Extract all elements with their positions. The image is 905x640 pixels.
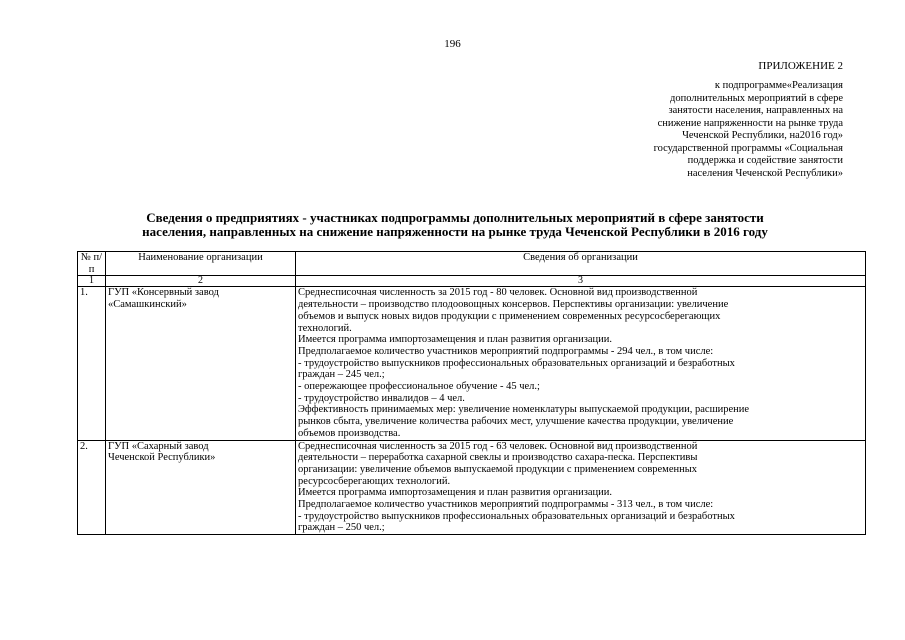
organization-name-line: ГУП «Сахарный завод — [108, 440, 209, 452]
organization-name — [106, 287, 296, 440]
appendix-subtitle-line: дополнительных мероприятий в сфере — [670, 92, 843, 104]
organization-info-line: Среднесписочная численность за 2015 год - 63 человек. Основной вид производственной — [298, 440, 698, 452]
header-number: № п/п — [78, 252, 106, 276]
row-number: 1. — [78, 287, 106, 440]
table-row — [78, 287, 866, 440]
organization-info-line: технологий. — [298, 322, 352, 334]
organization-info-line: - опережающее профессиональное обучение - 45 чел.; — [298, 381, 540, 393]
organization-info-line: Предполагаемое количество участников мероприятий подпрограммы - 313 чел., в том числе: — [298, 499, 714, 511]
organization-info — [296, 440, 866, 535]
organization-info-line: объемов и выпуск новых видов продукции с применением современных ресурсосберегающих — [298, 310, 721, 322]
organization-info-line: граждан – 245 чел.; — [298, 369, 385, 381]
organization-name — [106, 440, 296, 535]
organizations-table — [77, 251, 866, 535]
organization-info-line: ресурсосберегающих технологий. — [298, 475, 451, 487]
appendix-subtitle-line: к подпрограмме«Реализация — [714, 80, 843, 91]
title-line-2: населения, направленных на снижение напряженности на рынке труда Чеченской Республики в 2016 году — [142, 224, 768, 239]
organization-info — [296, 287, 866, 440]
appendix-subtitle-line: Чеченской Республики, на2016 год» — [682, 130, 843, 141]
title-line-1: Сведения о предприятиях - участниках подпрограммы дополнительных мероприятий в сфере занятости — [146, 210, 764, 225]
appendix-subtitle-line: поддержка и содействие занятости — [687, 155, 843, 166]
organization-info-line: деятельности – переработка сахарной свеклы и производство сахара-песка. Перспективы — [298, 452, 698, 464]
organization-info-line: организации: увеличение объемов выпускаемой продукции с применением современных — [298, 463, 698, 475]
header-name: Наименование организации — [106, 252, 296, 276]
document-title — [60, 211, 850, 239]
organization-info-line: Имеется программа импортозамещения и план развития организации. — [298, 334, 613, 346]
table-index-row — [78, 276, 866, 287]
table-row — [78, 440, 866, 535]
index-cell-1: 1 — [78, 276, 106, 287]
organization-info-line: Среднесписочная численность за 2015 год - 80 человек. Основной вид производственной — [298, 287, 698, 299]
organization-info-line: - трудоустройство выпускников профессиональных образовательных организаций и безработных — [298, 357, 735, 369]
appendix-subtitle-line: государственной программы «Социальная — [653, 142, 843, 154]
index-cell-3: 3 — [296, 276, 866, 287]
organization-name-line: Чеченской Республики» — [108, 452, 216, 464]
organization-info-line: деятельности – производство плодоовощных консервов. Перспективы организации: увеличение — [298, 299, 729, 311]
appendix-subtitle — [603, 80, 843, 180]
organization-name-line: «Самашкинский» — [108, 299, 187, 311]
organization-info-line: Предполагаемое количество участников мероприятий подпрограммы - 294 чел., в том числе: — [298, 345, 714, 357]
index-cell-2: 2 — [106, 276, 296, 287]
appendix-subtitle-line: занятости населения, направленных на — [668, 105, 843, 116]
organization-info-line: Эффективность принимаемых мер: увеличение номенклатуры выпускаемой продукции, расширение — [298, 404, 750, 416]
table-body — [78, 287, 866, 535]
organization-info-line: рынков сбыта, увеличение количества рабочих мест, улучшение качества продукции, увеличение — [298, 416, 734, 428]
organization-info-line: граждан – 250 чел.; — [298, 522, 385, 534]
organization-info-line: объемов производства. — [298, 427, 401, 439]
organization-info-line: Имеется программа импортозамещения и план развития организации. — [298, 487, 613, 499]
page-number: 196 — [444, 38, 461, 50]
row-number: 2. — [78, 440, 106, 535]
appendix-subtitle-line: населения Чеченской Республики» — [687, 167, 843, 179]
organization-name-line: ГУП «Консервный завод — [108, 287, 219, 299]
header-info: Сведения об организации — [296, 252, 866, 276]
appendix-label: ПРИЛОЖЕНИЕ 2 — [758, 60, 843, 72]
organization-info-line: - трудоустройство выпускников профессиональных образовательных организаций и безработных — [298, 510, 735, 522]
appendix-subtitle-line: снижение напряженности на рынке труда — [657, 117, 843, 129]
table-header-row — [78, 252, 866, 276]
organization-info-line: - трудоустройство инвалидов – 4 чел. — [298, 392, 465, 404]
